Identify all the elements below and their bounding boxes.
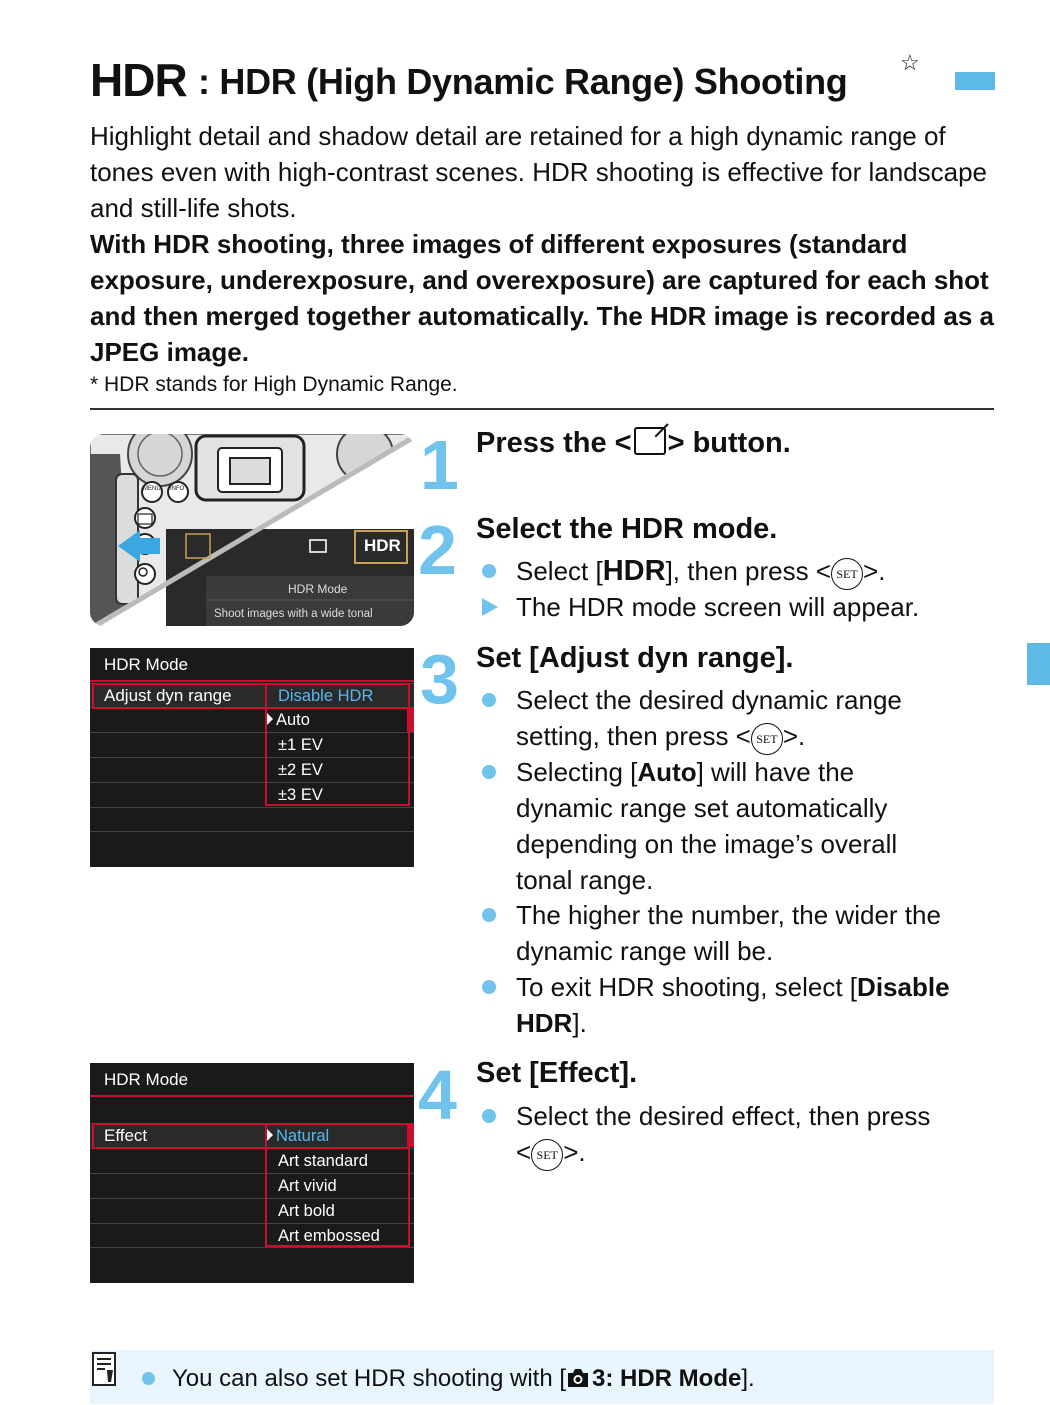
note-text-bold: 3: HDR Mode (592, 1365, 742, 1392)
set-button-icon: SET (831, 558, 863, 590)
step-3-bullet-2 (516, 754, 996, 898)
step-3-b2-pre: Selecting [ (516, 757, 638, 787)
step-3-b2-post: ] will have the (696, 757, 855, 787)
step-3-b2-line2: dynamic range set automatically (516, 793, 888, 823)
panel-title: HDR Mode (288, 582, 348, 596)
chapter-side-tab (1027, 643, 1050, 685)
title-hdr-badge: HDR (90, 54, 187, 106)
intro-bold-paragraph: With HDR shooting, three images of different exposures (standard exposure, underexposure, and overexposure) are captured for each shot and then merged together automatically. The HDR image is recorded as a JPEG image. (90, 229, 994, 367)
bullet-dot-icon (482, 980, 496, 994)
step-3-b2-bold: Auto (637, 757, 697, 787)
bullet-dot-icon (482, 908, 496, 922)
menu-label: Adjust dyn range (104, 686, 232, 705)
panel-description: Shoot images with a wide tonal (214, 608, 373, 620)
step-3-b2-line1 (516, 754, 996, 790)
step-3-b1-line1: Select the desired dynamic range (516, 685, 902, 715)
step-3-b4-pre: To exit HDR shooting, select [ (516, 972, 858, 1002)
menu-row (90, 1098, 414, 1122)
step-3-b1-line2 (516, 718, 996, 755)
screen-title: HDR Mode (90, 648, 414, 682)
step-4-b1-pre: < (516, 1137, 532, 1167)
option-2ev[interactable]: ±2 EV (278, 761, 323, 779)
step-3-b4-line1 (516, 969, 996, 1005)
bullet-dot-icon (142, 1372, 155, 1385)
step-3-b1-post: >. (782, 721, 806, 751)
step-3-b4-line2 (516, 1005, 996, 1041)
intro-paragraph: Highlight detail and shadow detail are retained for a high dynamic range of tones even with high-contrast scenes. HDR shooting is effective for landscape and still-life shots. (90, 121, 987, 223)
chapter-tab-marker (955, 72, 995, 90)
intro-block (90, 118, 1000, 370)
step-number-1: 1 (420, 426, 459, 504)
creative-button-icon (634, 427, 666, 455)
step-number-4: 4 (418, 1056, 457, 1134)
step-2-b1-pre: Select [ (516, 556, 603, 586)
step-2-b1-post: >. (863, 556, 886, 586)
step-3-b1-pre: setting, then press < (516, 721, 751, 751)
step-4-b1-post: >. (563, 1137, 586, 1167)
step-2-b1-bold: HDR (602, 555, 666, 587)
note-icon (92, 1352, 116, 1386)
bullet-dot-icon (482, 564, 496, 578)
step-3-b2-line3: depending on the image’s overall (516, 829, 898, 859)
title-text: : HDR (High Dynamic Range) Shooting (198, 61, 848, 102)
set-button-icon: SET (531, 1139, 563, 1171)
set-button-icon: SET (751, 723, 783, 755)
step-3-b4-bold2: HDR (516, 1008, 573, 1038)
panel-hdr-icon: HDR (364, 536, 401, 555)
step-number-2: 2 (418, 511, 457, 589)
hdr-mode-screen-effect (90, 1063, 414, 1283)
option-art-vivid[interactable]: Art vivid (278, 1177, 337, 1195)
screen-title: HDR Mode (90, 1063, 414, 1097)
step-4-b1-line2 (516, 1134, 996, 1171)
footnote: * HDR stands for High Dynamic Range. (90, 373, 458, 396)
menu-button-label: MENU (143, 486, 161, 492)
camera-icon (566, 1368, 590, 1388)
hdr-mode-screen-dyn-range (90, 648, 414, 867)
step-3-b4-bold1: Disable (857, 972, 950, 1002)
bullet-dot-icon (482, 1109, 496, 1123)
options-outline (265, 1123, 410, 1247)
scroll-indicator (407, 1123, 414, 1147)
note-text (172, 1362, 755, 1396)
divider (90, 408, 994, 410)
scroll-indicator (407, 707, 414, 732)
option-natural-label: Natural (276, 1127, 330, 1145)
option-art-standard[interactable]: Art standard (278, 1152, 368, 1170)
option-disable-hdr[interactable]: Disable HDR (278, 687, 374, 705)
options-outline (265, 683, 410, 806)
step-3-bullet-4 (516, 969, 996, 1041)
result-arrow-icon (482, 598, 498, 616)
info-button-label: INFO (170, 486, 185, 492)
step-2-title: Select the HDR mode. (476, 513, 778, 545)
bullet-dot-icon (482, 765, 496, 779)
menu-row (90, 831, 414, 856)
menu-label: Effect (104, 1126, 148, 1145)
step-3-b3-line2: dynamic range will be. (516, 936, 774, 966)
star-icon: ☆ (900, 50, 920, 75)
step-3-bullet-1 (516, 682, 996, 755)
step-1-title-pre: Press the < (476, 427, 632, 459)
step-3-bullet-3 (516, 897, 996, 969)
option-1ev[interactable]: ±1 EV (278, 736, 323, 754)
page-title (90, 52, 1000, 108)
camera-illustration (90, 434, 414, 626)
note-text-pre: You can also set HDR shooting with [ (172, 1365, 566, 1392)
option-auto-label: Auto (276, 711, 310, 729)
step-2-b1-mid: ], then press < (665, 556, 832, 586)
note-text-post: ]. (741, 1365, 755, 1392)
option-art-embossed[interactable]: Art embossed (278, 1227, 380, 1245)
step-number-3: 3 (420, 640, 459, 718)
menu-row (90, 1247, 414, 1272)
step-3-title: Set [Adjust dyn range]. (476, 642, 794, 674)
step-3-b2-line4: tonal range. (516, 865, 654, 895)
step-2-bullet-2: The HDR mode screen will appear. (516, 592, 920, 622)
option-art-bold[interactable]: Art bold (278, 1202, 335, 1220)
step-3-b3-line1: The higher the number, the wider the (516, 900, 941, 930)
step-4-bullet-1 (516, 1098, 996, 1171)
option-3ev[interactable]: ±3 EV (278, 786, 323, 804)
step-1-title-post: > button. (667, 427, 791, 459)
step-4-title: Set [Effect]. (476, 1057, 638, 1089)
step-3-b4-post: ]. (572, 1008, 587, 1038)
step-1-title (476, 425, 791, 461)
menu-row (90, 807, 414, 832)
step-4-b1-line1: Select the desired effect, then press (516, 1101, 931, 1131)
step-2-bullet-1 (516, 553, 996, 590)
bullet-dot-icon (482, 693, 496, 707)
